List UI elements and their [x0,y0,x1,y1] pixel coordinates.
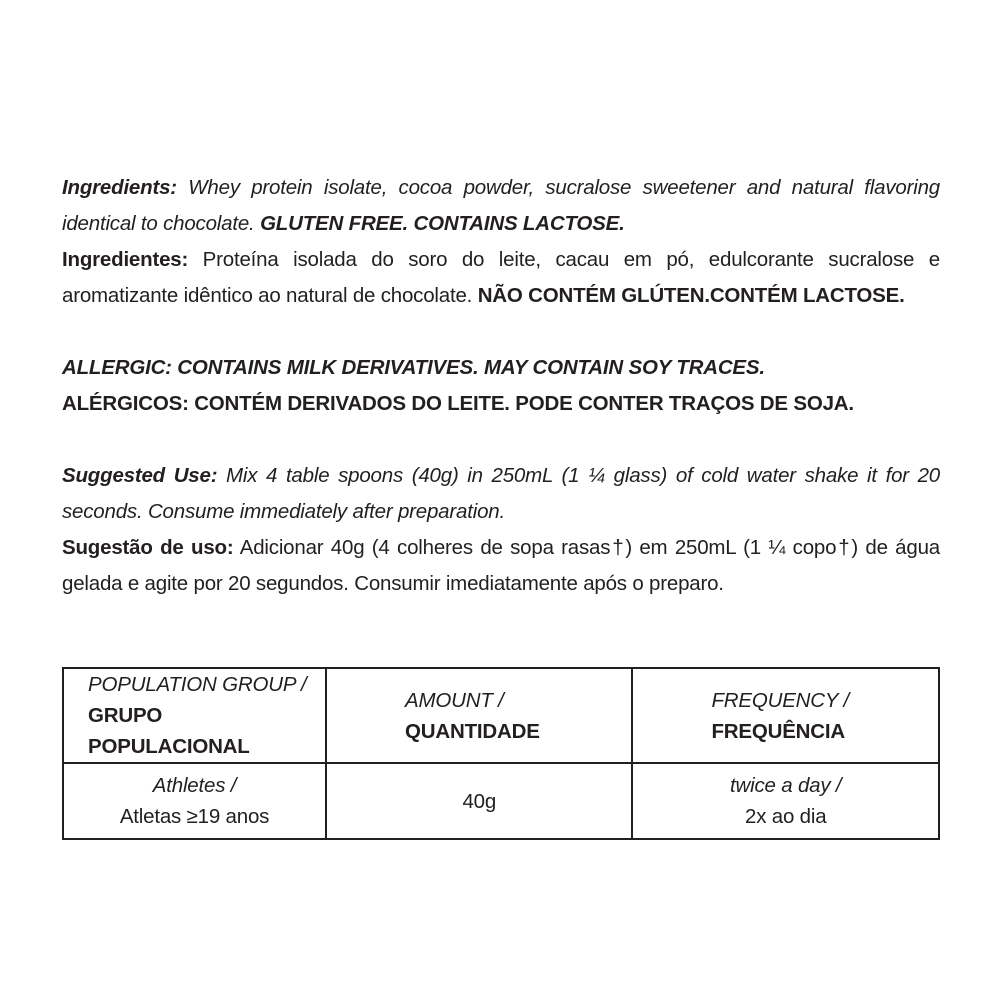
suggested-use-en-label: Suggested Use: [62,464,218,487]
cell-population-group [63,763,326,839]
header-population-en: POPULATION GROUP / [88,673,307,696]
ingredients-en-emphasis: GLUTEN FREE. CONTAINS LACTOSE. [260,212,625,235]
ingredients-pt-label: Ingredientes: [62,248,189,271]
header-frequency-pt: FREQUÊNCIA [711,719,845,743]
header-population-group [63,668,326,763]
allergic-pt: ALÉRGICOS: CONTÉM DERIVADOS DO LEITE. PODE CONTER TRAÇOS DE SOJA. [62,392,854,415]
label-text-block [62,170,940,602]
cell-group-pt: Atletas ≥19 anos [119,805,270,828]
cell-amount-value: 40g [462,789,497,813]
ingredients-en-label: Ingredients: [62,176,177,199]
ingredients-pt-emphasis: NÃO CONTÉM GLÚTEN.CONTÉM LACTOSE. [477,284,905,307]
header-amount-pt: QUANTIDADE [405,719,540,743]
header-amount [326,668,632,763]
suggested-use-pt-text: Adicionar 40g (4 colheres de sopa rasas†) em 250mL (1 ¼ copo†) de água gelada e agite por 20 segundos. Consumir imediatamente após o preparo. [62,536,940,595]
allergic-en: ALLERGIC: CONTAINS MILK DERIVATIVES. MAY CONTAIN SOY TRACES. [62,356,765,379]
header-population-pt: GRUPO POPULACIONAL [88,704,250,758]
table-row [63,763,939,839]
ingredients-pt-paragraph [62,242,940,314]
ingredients-en-text: Whey protein isolate, cocoa powder, sucralose sweetener and natural flavoring identical to chocolate. [62,176,940,235]
suggested-use-pt-label: Sugestão de uso: [62,536,234,559]
header-frequency-en: FREQUENCY / [711,688,849,712]
header-frequency [632,668,939,763]
suggested-use-pt-paragraph [62,530,940,602]
suggested-use-en-text: Mix 4 table spoons (40g) in 250mL (1 ¼ glass) of cold water shake it for 20 seconds. Consume immediately after preparation. [62,464,941,523]
table-header-row [63,668,939,763]
dosage-table [62,667,940,840]
cell-group-en: Athletes / [152,774,237,797]
cell-frequency [632,763,939,839]
suggested-use-en-paragraph [62,458,940,530]
cell-amount [326,763,632,839]
cell-frequency-en: twice a day / [730,774,842,797]
cell-frequency-pt: 2x ao dia [745,805,827,828]
ingredients-en-paragraph [62,170,940,242]
header-amount-en: AMOUNT / [405,688,504,712]
ingredients-pt-text: Proteína isolada do soro do leite, cacau em pó, edulcorante sucralose e aromatizante idêntico ao natural de chocolate. [62,248,940,307]
